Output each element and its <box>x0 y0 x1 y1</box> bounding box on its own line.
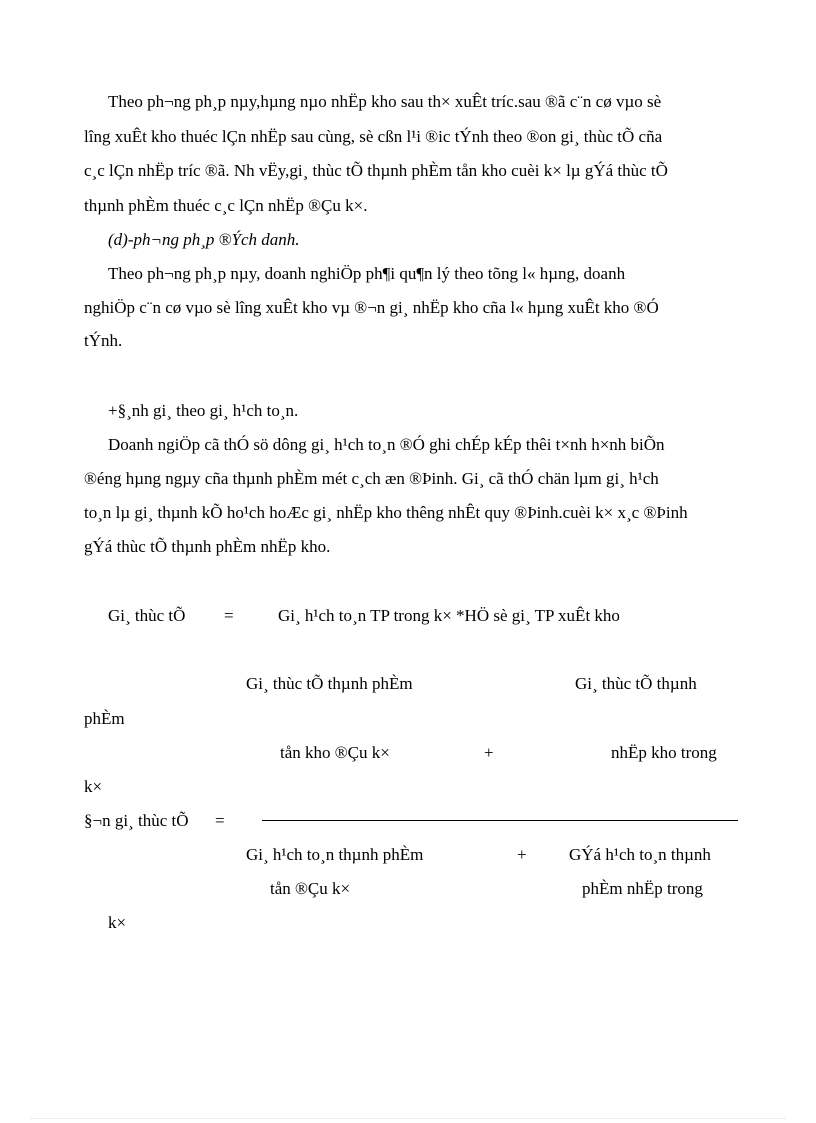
page-bottom-edge <box>30 1118 786 1119</box>
numerator-term-b-cont: nhËp kho trong <box>611 743 717 762</box>
wrapped-text: phÈm <box>84 709 125 728</box>
wrapped-text: k× <box>108 913 127 932</box>
formula-left-term: Gi¸ thùc tÕ <box>108 606 186 625</box>
paragraph-line: ®éng hµng ngµy cña thµnh phÈm mét c¸ch æn ®Þinh. Gi¸ cã thÓ chän lµm gi¸ h¹ch <box>84 469 659 488</box>
denominator-term-a: Gi¸ h¹ch to¸n thµnh phÈm <box>246 845 424 864</box>
plus-sign: + <box>484 743 494 762</box>
section-heading: (d)-ph¬ng ph¸p ®Ých danh. <box>108 230 300 249</box>
paragraph-line: lîng xuÊt kho thuéc lÇn nhËp sau cùng, sè cßn l¹i ®ic tÝnh theo ®on gi¸ thùc tÕ cña <box>84 127 663 146</box>
fraction-bar <box>262 820 738 821</box>
denominator-term-a-cont: tån ®Çu k× <box>270 879 351 898</box>
paragraph-line: gÝá thùc tÕ thµnh phÈm nhËp kho. <box>84 537 331 556</box>
numerator-term-a-cont: tån kho ®Çu k× <box>280 743 390 762</box>
numerator-term-b: Gi¸ thùc tÕ thµnh <box>575 674 697 693</box>
denominator-term-b-cont: phÈm nhËp trong <box>582 879 703 898</box>
numerator-term-a: Gi¸ thùc tÕ thµnh phÈm <box>246 674 413 693</box>
paragraph-line: Doanh ngiÖp cã thÓ sö dông gi¸ h¹ch to¸n ®Ó ghi chÉp kÉp thêi t×nh h×nh biÕn <box>108 435 665 454</box>
paragraph-line: c¸c lÇn nhËp tríc ®ã. Nh vËy,gi¸ thùc tÕ thµnh phÈm tån kho cuèi k× lµ gÝá thùc tÕ <box>84 161 668 180</box>
formula-equals-sign: = <box>224 606 234 625</box>
plus-sign: + <box>517 845 527 864</box>
formula-equals-sign: = <box>215 811 225 830</box>
paragraph-line: to¸n lµ gi¸ thµnh kÕ ho¹ch hoÆc gi¸ nhËp kho thêng nhÊt quy ®Þinh.cuèi k× x¸c ®Þinh <box>84 503 688 522</box>
denominator-term-b: GÝá h¹ch to¸n thµnh <box>569 845 711 864</box>
paragraph-line: thµnh phÈm thuéc c¸c lÇn nhËp ®Çu k×. <box>84 196 368 215</box>
formula-label: §¬n gi¸ thùc tÕ <box>84 811 189 830</box>
formula-right-term: Gi¸ h¹ch to¸n TP trong k× *HÖ sè gi¸ TP xuÊt kho <box>278 606 620 625</box>
paragraph-line: Theo ph¬ng ph¸p nµy,hµng nµo nhËp kho sau th× xuÊt tríc.sau ®ã c¨n cø vµo sè <box>108 92 662 111</box>
wrapped-text: k× <box>84 777 103 796</box>
paragraph-line: nghiÖp c¨n cø vµo sè lîng xuÊt kho vµ ®¬n gi¸ nhËp kho cña l« hµng xuÊt kho ®Ó <box>84 298 659 317</box>
paragraph-line: Theo ph¬ng ph¸p nµy, doanh nghiÖp ph¶i qu¶n lý theo tõng l« hµng, doanh <box>108 264 626 283</box>
section-heading: +§¸nh gi¸ theo gi¸ h¹ch to¸n. <box>108 401 299 420</box>
paragraph-line: tÝnh. <box>84 331 123 350</box>
